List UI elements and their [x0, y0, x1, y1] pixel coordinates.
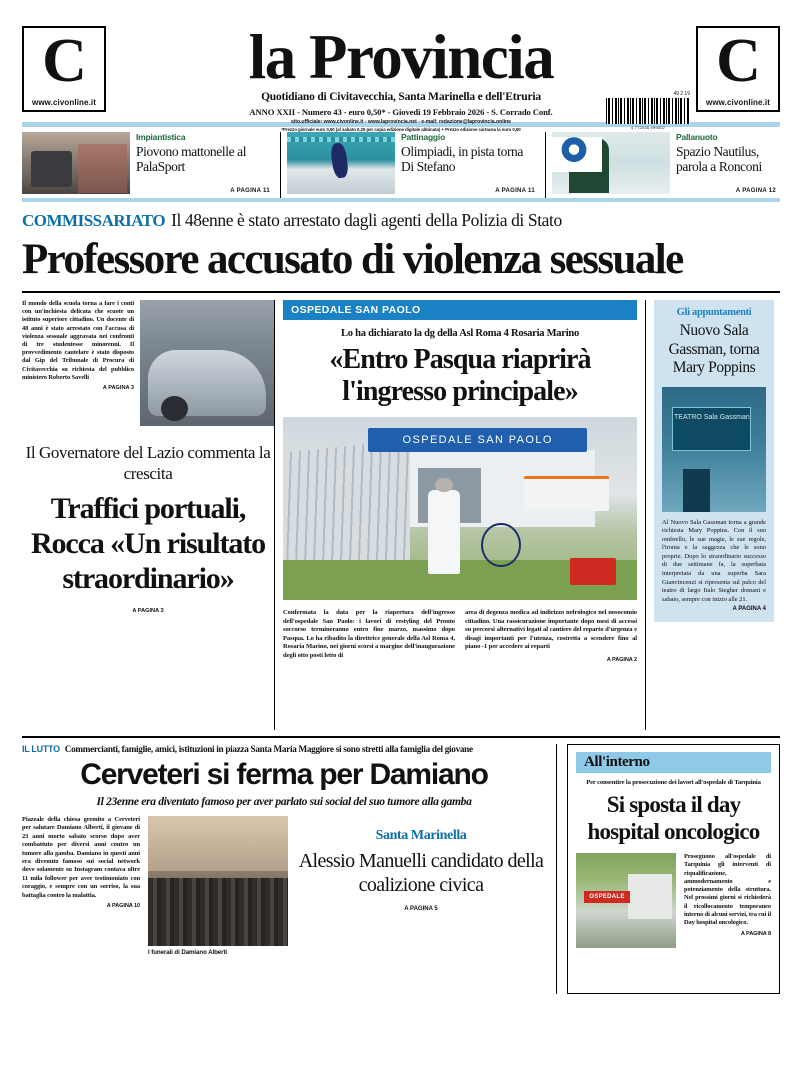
- barcode-digits: 4 772038 499002: [630, 125, 666, 130]
- hospital-photo: [283, 417, 637, 600]
- hospital-body-columns: [283, 609, 637, 665]
- lead-body-wrap: [22, 300, 134, 426]
- hospital-body-col-1: [283, 609, 455, 665]
- theatre-door-shape: [683, 469, 710, 512]
- hospital-body-col-2: [465, 609, 637, 665]
- appointments-headline[interactable]: Nuovo Sala Gassman, torna Mary Poppins: [668, 322, 760, 376]
- logo-left: [22, 26, 106, 112]
- hospital-sign-text: OSPEDALE SAN PAOLO: [368, 428, 587, 452]
- divider-blue-bottom: [22, 198, 780, 202]
- hospital-page-ref: A PAGINA 2: [606, 656, 637, 663]
- divider-black-2: [22, 736, 780, 738]
- hospital-building-shape-small: [628, 874, 672, 920]
- santa-marinella-story: [296, 816, 546, 956]
- red-bench-shape: [570, 558, 616, 585]
- teaser-page-ref: A PAGINA 11: [495, 188, 535, 194]
- theatre-photo: [662, 387, 766, 512]
- port-story-page-ref: A PAGINA 3: [132, 608, 164, 614]
- teaser-text-pattinaggio: [395, 132, 539, 194]
- damiano-kicker-row: [22, 744, 546, 754]
- damiano-body-col: [22, 816, 140, 956]
- port-story-headline[interactable]: Traffici portuali, Rocca «Un risultato straordinario»: [30, 492, 266, 595]
- logo-right: [696, 26, 780, 112]
- teaser-text-pallanuoto: [670, 132, 780, 194]
- teaser-divider-1: [280, 132, 281, 198]
- teaser-divider-2: [545, 132, 546, 198]
- santa-marinella-page-ref: A PAGINA 5: [404, 906, 438, 912]
- teaser-strip: [22, 132, 780, 198]
- interno-body-text: Proseguono all'ospedale di Tarquinia gli interventi di riqualificazione, ammodernamento e potenziamento della struttura. Nel prossimi giorni si richiederà il ricollocamento temporaneo interno di alcuni servizi, tra cui il Day hospital oncologico.: [684, 853, 772, 927]
- appointments-kicker: Gli appuntamenti: [676, 307, 752, 318]
- ambulance-shape: [524, 476, 609, 512]
- masthead-subtitle: Quotidiano di Civitavecchia, Santa Marinella e dell'Etruria: [261, 91, 541, 103]
- interno-label: All'interno: [576, 752, 771, 773]
- masthead: [22, 0, 780, 132]
- hospital-kicker: Lo ha dichiarato la dg della Asl Roma 4 Rosaria Marino: [341, 328, 579, 339]
- lead-headline[interactable]: Professore accusato di violenza sessuale: [22, 236, 683, 283]
- interno-page-ref: A PAGINA 8: [740, 930, 771, 937]
- teaser-headline[interactable]: Olimpiadi, in pista torna Di Stefano: [401, 144, 523, 174]
- page-title: la Provincia: [248, 22, 554, 92]
- teaser-item-impiantistica[interactable]: [22, 132, 274, 198]
- lead-kicker-label: COMMISSARIATO: [22, 211, 166, 230]
- teaser-kicker: Pattinaggio: [401, 132, 446, 142]
- teaser-text-impiantistica: [130, 132, 274, 194]
- santa-marinella-kicker: Santa Marinella: [375, 828, 467, 843]
- damiano-kicker-label: IL LUTTO: [22, 744, 60, 754]
- masthead-price-line: *Prezzo giornale euro 0,50 (al sabato 0,25 per copia edizione digitale abbinata) + Prezzo edizione cartacea la euro 0,50: [281, 127, 521, 132]
- teaser-kicker: Impiantistica: [136, 132, 186, 142]
- logo-letter-right: C: [716, 27, 760, 95]
- lead-body-text: Il mondo della scuola torna a fare i conti con un'inchiesta delicata che scuote un istituto superiore cittadino. Un docente di 48 anni è stato arrestato con l'accusa di violenza sessuale aggravata nei confronti di tre studentesse minorenni. Il provvedimento cautelare è stato disposto dal Gip del Tribunale di Procura di Civitavecchia su richiesta del pubblico ministero Roberto Savelli: [22, 300, 134, 381]
- logo-url-right[interactable]: www.civonline.it: [706, 98, 770, 107]
- port-story-kicker: Il Governatore del Lazio commenta la crescita: [25, 443, 271, 483]
- appointments-panel: [654, 300, 774, 622]
- damiano-story: [22, 744, 557, 994]
- interno-section: [557, 744, 780, 994]
- masthead-web-line: sito.ufficiale: www.civonline.it - www.laprovincia.net - e-mail: redazione@laprovincia.online: [291, 119, 511, 125]
- lead-page-ref: A PAGINA 3: [102, 385, 134, 392]
- teaser-item-pattinaggio[interactable]: [287, 132, 539, 198]
- teaser-item-pallanuoto[interactable]: [552, 132, 780, 198]
- bottom-section: [22, 744, 780, 994]
- hospital-sign-small: OSPEDALE: [584, 891, 630, 903]
- lead-photo-car: [140, 300, 274, 426]
- hospital-section-label: OSPEDALE SAN PAOLO: [283, 300, 637, 320]
- teaser-page-ref: A PAGINA 12: [735, 188, 776, 194]
- hospital-body-text-2: area di degenza medica ad indirizzo nefrologico nel nosocomio cittadino. Una rassicurazione importante dopo mesi di accessi su percorsi alternativi legati al cantiere del reparto d'urgenza e disagi importanti per l'utenza, costretta a scendere fino al piano -1 per accedere ai reparti: [465, 609, 637, 651]
- teaser-page-ref: A PAGINA 11: [230, 188, 270, 194]
- barcode-block: [606, 91, 690, 130]
- hospital-headline[interactable]: «Entro Pasqua riaprirà l'ingresso principale»: [329, 344, 591, 407]
- column-middle: [274, 300, 646, 730]
- damiano-headline[interactable]: Cerveteri si ferma per Damiano: [80, 758, 488, 791]
- teaser-headline[interactable]: Spazio Nautilus, parola a Ronconi: [676, 144, 762, 174]
- divider-black-1: [22, 291, 780, 293]
- barcode-number: 49 2 19: [673, 91, 690, 97]
- lead-story-block: [22, 300, 274, 426]
- interno-subtitle: Per consentire la prosecuzione dei lavori all'ospedale di Tarquinia: [586, 779, 761, 786]
- lead-kicker-row: [22, 210, 780, 231]
- appointments-body-text: Al Nuovo Sala Gassman torna a grande richiesta Mary Poppins. Con il suo ombrello, le sue magie, le sue regole, l'ironia e la saggezza che le sono proprie. Dopo lo straordinario successo di due settimane fa, la superbata interpretata da una superba Sara Gianvincenzi si ripresenta sul palco del teatro di largo Italo Stegher domani e sabato, sempre con inizio alle 21.: [662, 518, 766, 603]
- logo-url-left[interactable]: www.civonline.it: [32, 98, 96, 107]
- teaser-kicker: Pallanuoto: [676, 132, 718, 142]
- damiano-kicker-text: Commercianti, famiglie, amici, istituzioni in piazza Santa Maria Maggiore si sono stretti alla famiglia del giovane: [64, 744, 473, 754]
- teaser-photo-skating: [287, 132, 395, 194]
- interno-headline[interactable]: Si sposta il day hospital oncologico: [587, 792, 760, 844]
- interno-body-col: [684, 853, 771, 948]
- damiano-photo-block: [148, 816, 288, 956]
- appointments-page-ref: A PAGINA 4: [732, 606, 766, 613]
- teaser-photo-palasport: [22, 132, 130, 194]
- tarquinia-hospital-photo: [576, 853, 676, 948]
- damiano-subhead: Il 23enne era diventato famoso per aver parlato sui social del suo tumore alla gamba: [96, 795, 472, 808]
- funeral-photo: [148, 816, 288, 946]
- body-grid: [22, 300, 780, 730]
- theatre-marquee-text: TEATRO Sala Gassman: [674, 413, 750, 421]
- masthead-issue-line: ANNO XXII - Numero 43 - euro 0,50* - Giovedì 19 Febbraio 2026 - S. Corrado Conf.: [249, 107, 553, 117]
- teaser-headline[interactable]: Piovono mattonelle al PalaSport: [136, 144, 247, 174]
- damiano-body-text: Piazzale della chiesa gremito a Cerveteri per salutare Damiano Alberti, il giovane di 23 anni morto sabato scorso dopo aver combattuto per diversi anni contro un tumore alla gamba. Damiano in questi anni era divenuto famoso sui social network dove solamente su Instagram contava oltre 11 mila follower per aver testimoniato con coraggio, e sempre con un sorriso, la sua battaglia contro la malattia.: [22, 816, 140, 899]
- doctor-figure-shape: [428, 490, 460, 574]
- funeral-photo-caption: I funerali di Damiano Alberti: [148, 949, 228, 956]
- theatre-marquee: [672, 407, 751, 452]
- column-right: [646, 300, 774, 730]
- teaser-photo-ronconi: [552, 132, 670, 194]
- barcode-icon: [606, 98, 690, 124]
- logo-letter-left: C: [42, 27, 86, 95]
- damiano-columns: [22, 816, 546, 956]
- column-left: [22, 300, 274, 730]
- interno-frame: [567, 744, 780, 994]
- santa-marinella-headline[interactable]: Alessio Manuelli candidato della coalizione civica: [298, 850, 544, 896]
- damiano-page-ref: A PAGINA 10: [106, 903, 140, 910]
- masthead-title-block: [106, 22, 696, 132]
- hospital-body-text-1: Confermata la data per la riapertura dell'ingresso dell'ospedale San Paolo: i lavori di restyling del Pronto soccorso termineranno entro fine marzo, massimo dopo Pasqua. Lo ha ribadito la direttrice generale della Asl Roma 4, Rosaria Marino, nei giorni scorsi a margine dell'inaugurazione degli otto posti letto di: [283, 609, 455, 659]
- interno-body-row: [576, 853, 771, 948]
- wheelchair-shape: [481, 523, 520, 567]
- lead-kicker-text: Il 48enne è stato arrestato dagli agenti della Polizia di Stato: [171, 210, 562, 230]
